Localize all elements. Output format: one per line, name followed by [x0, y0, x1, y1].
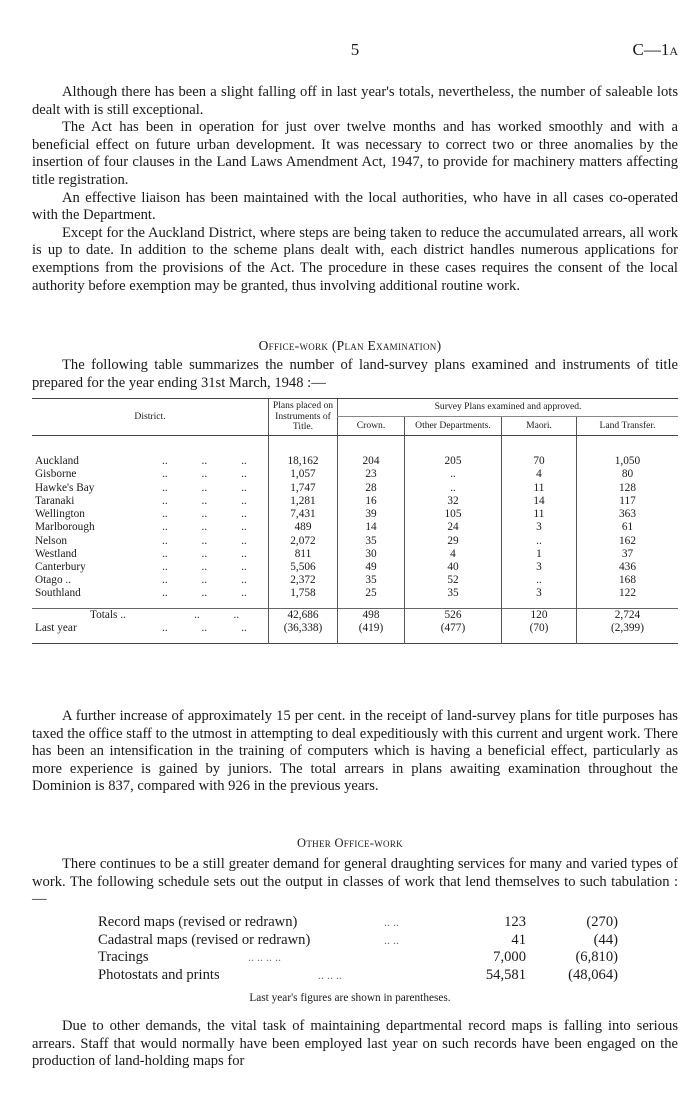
table-row — [32, 468, 678, 481]
cell-land-transfer: 61 — [577, 521, 679, 534]
cell-crown: 23 — [338, 468, 405, 481]
cell-maori: 3 — [502, 587, 577, 600]
cell-maori: 11 — [502, 482, 577, 495]
column-header-crown: Crown. — [338, 417, 405, 435]
schedule-label: Photostats and prints — [98, 966, 220, 983]
cell-land-transfer: 436 — [577, 561, 679, 574]
leader-dots: .. .. .. — [162, 521, 247, 534]
survey-plans-table — [32, 398, 678, 644]
schedule-label: Tracings — [98, 949, 149, 965]
cell-land-transfer: 117 — [577, 495, 679, 508]
column-header-land-transfer: Land Transfer. — [577, 417, 679, 435]
leader-dots: .. .. .. — [162, 547, 247, 560]
cell-land-transfer: 162 — [577, 535, 679, 548]
table-row — [32, 482, 678, 495]
document-reference-main: C—1 — [632, 40, 670, 59]
district-name: Southland — [35, 587, 81, 600]
table-row — [32, 561, 678, 574]
last-year-label: Last year — [35, 622, 77, 635]
cell-plans: 7,431 — [269, 508, 338, 521]
cell-maori: 3 — [502, 521, 577, 534]
district-name: Canterbury — [35, 560, 86, 573]
cell-crown: 30 — [338, 548, 405, 561]
district-name: Auckland — [35, 455, 79, 468]
paragraph: A further increase of approximately 15 per cent. in the receipt of land-survey plans for title purposes has taxed the office staff to the utmost in attempting to deal expeditiously with this current and urgent work. There has been an intensification in the training of computers which is having a beneficial effect, particularly as more experience is gained by juniors. The total arrears in plans awaiting examination throughout the Dominion is 837, compared with 926 in the previous years. — [32, 708, 678, 795]
schedule-row — [98, 914, 618, 932]
total-land-transfer: 2,724 — [577, 609, 679, 623]
district-name: Otago .. — [35, 574, 72, 587]
cell-crown: 16 — [338, 495, 405, 508]
paragraph: Except for the Auckland District, where steps are being taken to reduce the accumulated arrears, all work is up to date. In addition to the scheme plans dealt with, each district handles numerous applications for exemptions from the provisions of the Act. The procedure in these cases requires the consent of the local authority before exemption may be granted, thus involving additional routine work. — [32, 224, 678, 294]
cell-crown: 28 — [338, 482, 405, 495]
leader-dots: .. .. .. — [162, 481, 247, 494]
table-row — [32, 574, 678, 587]
district-name: Hawke's Bay — [35, 481, 95, 494]
table-intro — [32, 357, 678, 392]
cell-maori: 1 — [502, 548, 577, 561]
cell-other: 32 — [405, 495, 502, 508]
table-row — [32, 508, 678, 521]
district-name: Wellington — [35, 508, 85, 521]
table-row — [32, 587, 678, 600]
paragraph: Due to other demands, the vital task of maintaining departmental record maps is falling into serious arrears. Staff that would normally have been employed last year on such records have been engaged on the production of land-holding maps for — [32, 1018, 678, 1070]
schedule-row — [98, 949, 618, 967]
leader-dots: .. .. .. .. — [248, 950, 281, 964]
section-heading-plan-examination: Office-work (Plan Examination) — [258, 338, 442, 353]
total-other: 526 — [405, 609, 502, 623]
cell-other: 52 — [405, 574, 502, 587]
cell-plans: 489 — [269, 521, 338, 534]
schedule-previous-value: (48,064) — [568, 966, 618, 983]
cell-maori: 14 — [502, 495, 577, 508]
cell-plans: 2,072 — [269, 535, 338, 548]
cell-crown: 39 — [338, 508, 405, 521]
cell-crown: 35 — [338, 574, 405, 587]
cell-crown: 204 — [338, 455, 405, 468]
cell-maori: 70 — [502, 455, 577, 468]
leader-dots: .. .. .. — [162, 587, 247, 600]
district-name: Nelson — [35, 534, 68, 547]
column-header-district: District. — [32, 399, 269, 436]
column-header-maori: Maori. — [502, 417, 577, 435]
last-year-maori: (70) — [502, 622, 577, 635]
cell-other: 35 — [405, 587, 502, 600]
cell-plans: 18,162 — [269, 455, 338, 468]
cell-other: 4 — [405, 548, 502, 561]
leader-dots: .. .. — [384, 932, 399, 947]
table-row — [32, 455, 678, 468]
schedule-previous-value: (44) — [593, 931, 618, 948]
last-year-crown: (419) — [338, 622, 405, 635]
column-group-header-survey-plans: Survey Plans examined and approved. — [338, 399, 679, 417]
schedule-current-value: 7,000 — [493, 949, 526, 965]
last-year-plans: (36,338) — [269, 622, 338, 635]
total-plans: 42,686 — [269, 609, 338, 623]
cell-plans: 2,372 — [269, 574, 338, 587]
cell-plans: 1,747 — [269, 482, 338, 495]
leader-dots: .. .. .. — [162, 534, 247, 547]
cell-other: .. — [405, 468, 502, 481]
cell-maori: 11 — [502, 508, 577, 521]
section-heading-other-office-work: Other Office-work — [297, 836, 403, 850]
schedule-row — [98, 932, 618, 950]
leader-dots: .. .. .. — [162, 622, 247, 635]
district-name: Taranaki — [35, 494, 75, 507]
cell-crown: 14 — [338, 521, 405, 534]
after-table-text — [32, 708, 678, 796]
cell-land-transfer: 1,050 — [577, 455, 679, 468]
parentheses-note: Last year's figures are shown in parentheses. — [249, 992, 451, 1004]
schedule-previous-value: (6,810) — [575, 949, 618, 965]
schedule-previous-value: (270) — [586, 914, 618, 930]
leader-dots: .. .. — [194, 609, 240, 622]
leader-dots: .. .. .. — [162, 574, 247, 587]
cell-other: 29 — [405, 535, 502, 548]
paragraph: The Act has been in operation for just over twelve months and has worked smoothly and with a beneficial effect on future urban development. It was necessary to correct two or three anomalies by the insertion of four clauses in the Land Laws Amendment Act, 1947, to provide for machinery matters affecting title registration. — [32, 119, 678, 188]
leader-dots: .. .. — [384, 915, 399, 929]
schedule-label: Cadastral maps (revised or redrawn) — [98, 931, 311, 948]
cell-other: .. — [405, 482, 502, 495]
leader-dots: .. .. .. — [318, 967, 342, 982]
table-row — [32, 521, 678, 534]
leader-dots: .. .. .. — [162, 455, 247, 468]
totals-label: Totals .. — [90, 609, 126, 622]
cell-maori: .. — [502, 574, 577, 587]
cell-land-transfer: 128 — [577, 482, 679, 495]
cell-maori: 4 — [502, 468, 577, 481]
cell-land-transfer: 80 — [577, 468, 679, 481]
paragraph: There continues to be a still greater demand for general draughting services for many and varied types of work. The following schedule sets out the output in classes of work that lend themselves to such tabulation :— — [32, 856, 678, 908]
leader-dots: .. .. .. — [162, 468, 247, 481]
table-row — [32, 548, 678, 561]
cell-crown: 25 — [338, 587, 405, 600]
paragraph: Although there has been a slight falling off in last year's totals, nevertheless, the number of saleable lots dealt with is still exceptional. — [32, 84, 678, 118]
page-number: 5 — [350, 40, 360, 59]
totals-row — [32, 609, 678, 623]
intro-text — [32, 84, 678, 295]
paragraph: The following table summarizes the number of land-survey plans examined and instruments of title prepared for the year ending 31st March, 1948 :— — [32, 357, 678, 391]
column-header-other-departments: Other Departments. — [405, 417, 502, 435]
district-name: Gisborne — [35, 468, 77, 481]
cell-other: 24 — [405, 521, 502, 534]
district-name: Westland — [35, 547, 77, 560]
cell-land-transfer: 37 — [577, 548, 679, 561]
other-office-work-intro — [32, 856, 678, 909]
table-row — [32, 535, 678, 548]
cell-land-transfer: 363 — [577, 508, 679, 521]
schedule-label: Record maps (revised or redrawn) — [98, 914, 298, 930]
page-header — [32, 40, 678, 62]
cell-plans: 811 — [269, 548, 338, 561]
leader-dots: .. .. .. — [162, 494, 247, 507]
district-name: Marlborough — [35, 521, 95, 534]
cell-plans: 1,758 — [269, 587, 338, 600]
last-year-land-transfer: (2,399) — [577, 622, 679, 635]
table-row — [32, 495, 678, 508]
paragraph: An effective liaison has been maintained with the local authorities, who have in all cases co-operated with the Department. — [32, 189, 678, 224]
column-header-plans-placed: Plans placed on Instruments of Title. — [269, 399, 338, 436]
document-reference-suffix: A — [669, 44, 678, 58]
cell-other: 40 — [405, 561, 502, 574]
cell-crown: 49 — [338, 561, 405, 574]
last-year-row — [32, 622, 678, 635]
output-schedule — [98, 914, 618, 984]
total-maori: 120 — [502, 609, 577, 623]
cell-other: 205 — [405, 455, 502, 468]
schedule-current-value: 41 — [511, 931, 526, 948]
cell-plans: 5,506 — [269, 561, 338, 574]
cell-plans: 1,281 — [269, 495, 338, 508]
cell-maori: 3 — [502, 561, 577, 574]
cell-plans: 1,057 — [269, 468, 338, 481]
cell-land-transfer: 122 — [577, 587, 679, 600]
cell-maori: .. — [502, 535, 577, 548]
document-reference — [632, 40, 678, 60]
schedule-row — [98, 967, 618, 985]
final-text — [32, 1018, 678, 1071]
schedule-current-value: 123 — [504, 914, 526, 930]
last-year-other: (477) — [405, 622, 502, 635]
schedule-current-value: 54,581 — [485, 966, 526, 983]
cell-crown: 35 — [338, 535, 405, 548]
cell-other: 105 — [405, 508, 502, 521]
leader-dots: .. .. .. — [162, 560, 247, 573]
cell-land-transfer: 168 — [577, 574, 679, 587]
total-crown: 498 — [338, 609, 405, 623]
leader-dots: .. .. .. — [162, 508, 247, 521]
